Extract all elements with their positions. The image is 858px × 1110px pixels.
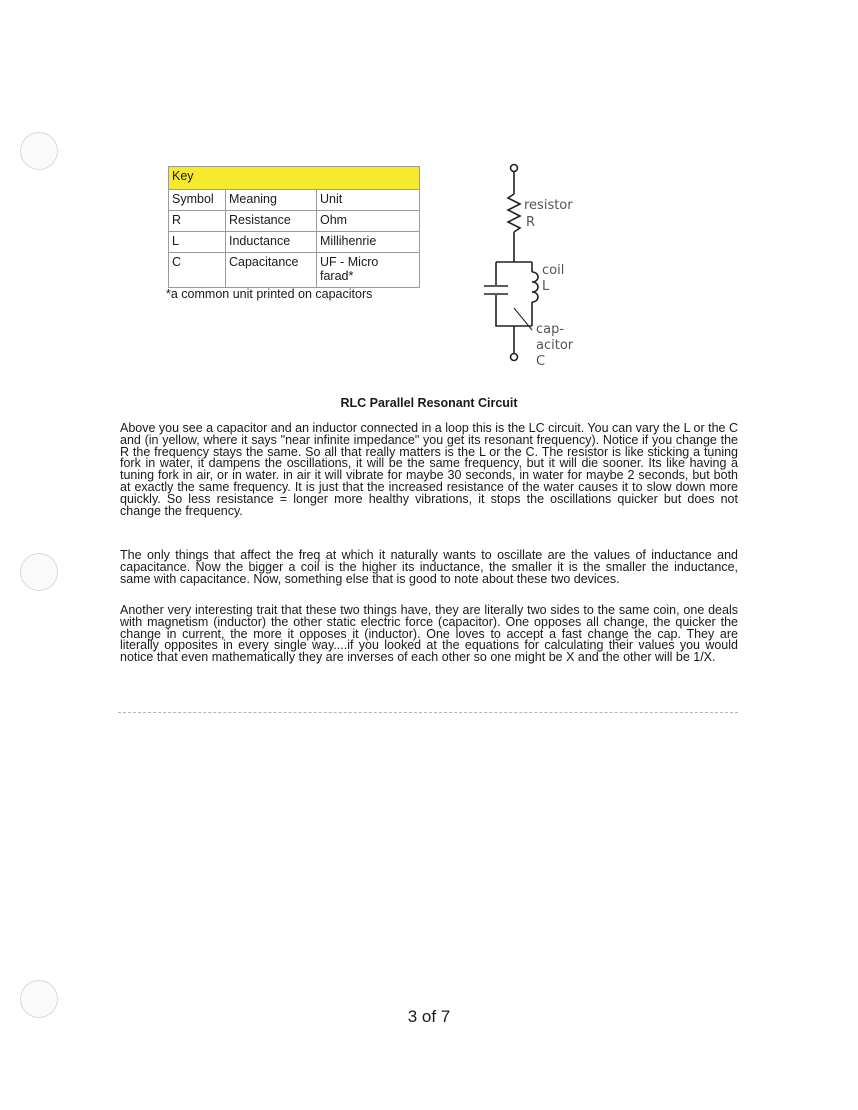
punch-hole-top [20,132,58,170]
article-title: RLC Parallel Resonant Circuit [340,396,518,410]
cell-unit: Ohm [317,211,420,232]
cap-lead-bottom [496,295,532,326]
header-symbol: Symbol [169,190,226,211]
key-table-header-row [169,190,420,211]
resistor-label: resistor [524,198,573,213]
capacitor-label-1: cap- [536,322,565,337]
cell-symbol: R [169,211,226,232]
paragraph-2: The only things that affect the freq at which it naturally wants to oscillate are the values of inductance and capacitance. Now the bigger a coil is the higher its inductance, the smaller it is the smaller the inductance, same with capacitance. Now, something else that is good to note about these two devices. [120,548,738,586]
cell-unit: Millihenrie [317,232,420,253]
coil-windings [532,272,538,302]
table-footnote: *a common unit printed on capacitors [166,287,373,301]
paragraph-1: Above you see a capacitor and an inductor connected in a loop this is the LC circuit. You can vary the L or the C and (in yellow, where it says "near infinite impedance" you get its resonant frequency). Notice if you change the R the frequency stays the same. So all that really matters is the L or the C. The resistor is like sticking a tuning fork in water, it dampens the oscillations, it will be the same frequency, but it will die sooner. Its like having a tuning fork in air, or in water. in air it will vibrate for maybe 30 seconds, in water for maybe 2 seconds, but both at exactly the same frequency. It is just that the increased resistance of the water causes it to slow down more quickly. So less resistance = longer more healthy vibrations, it stops the oscillations quicker but does not change the frequency. [120,421,738,518]
header-unit: Unit [317,190,420,211]
table-row [169,211,420,232]
capacitor-label-2: acitor [536,338,574,353]
resistor-zigzag [508,194,520,232]
cell-meaning: Capacitance [226,253,317,288]
header-meaning: Meaning [226,190,317,211]
key-table-title: Key [169,167,420,190]
resistor-symbol: R [526,215,536,230]
table-row [169,253,420,288]
divider [118,712,738,713]
paragraph-3: Another very interesting trait that these two things have, they are literally two sides to the same coin, one deals with magnetism (inductor) the other static electric force (capacitor). One opposes all change, the quicker the change in current, the more it opposes it (inductor). One loves to accept a fast change the cap. They are literally opposites in every single way....if you looked at the equations for calculating their values you would notice that even mathematically they are inverses of each other so one might be X and the other will be 1/X. [120,603,738,665]
top-terminal [511,165,518,172]
cell-symbol: C [169,253,226,288]
rlc-circuit-diagram [470,158,600,373]
cell-symbol: L [169,232,226,253]
coil-symbol: L [542,279,550,294]
cell-meaning: Resistance [226,211,317,232]
coil-label: coil [542,263,565,278]
capacitor-symbol: C [536,354,546,369]
bottom-terminal [511,354,518,361]
punch-hole-middle [20,553,58,591]
key-table [168,166,420,288]
cell-unit: UF - Micro farad* [317,253,420,288]
cell-meaning: Inductance [226,232,317,253]
page-number: 3 of 7 [407,1007,451,1026]
key-table-title-row [169,167,420,190]
table-row [169,232,420,253]
